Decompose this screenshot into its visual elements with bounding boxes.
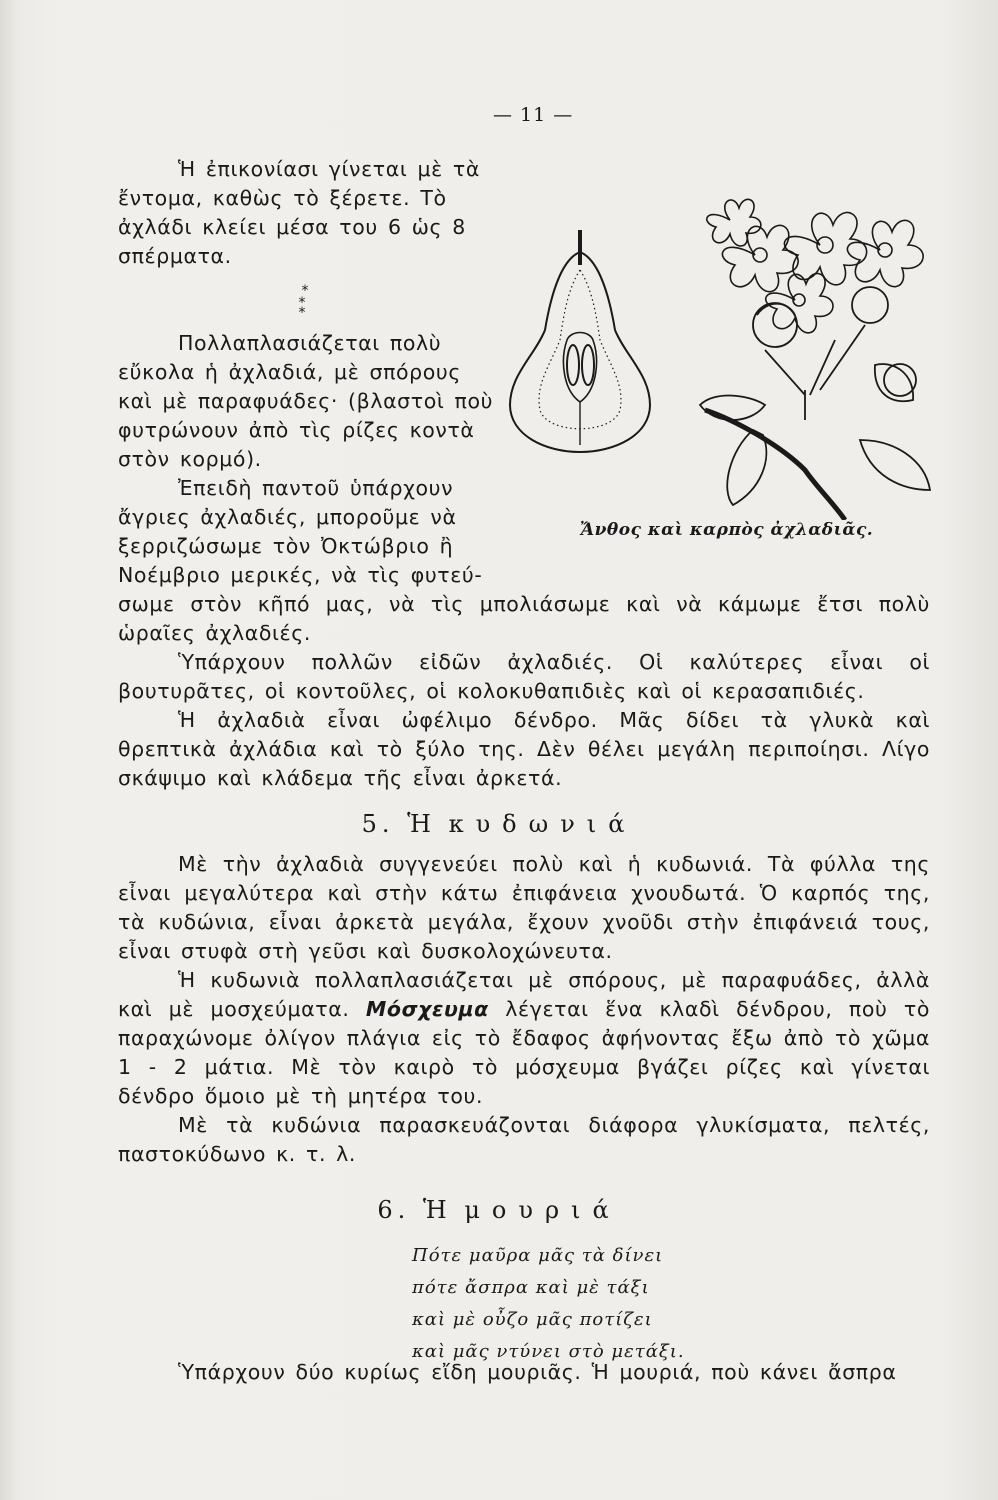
paragraph-varieties: Ὑπάρχουν πολλῶν εἰδῶν ἀχλαδιές. Οἱ καλύτερες εἶναι οἱ βουτυρᾶτες, οἱ κοντοῦλες, οἱ κολοκυθαπιδιὲς καὶ οἱ κερασαπιδιές. [118, 650, 930, 703]
left-column [118, 155, 496, 590]
quince-section-body [118, 850, 930, 1169]
paragraph-usefulness: Ἡ ἀχλαδιὰ εἶναι ὠφέλιμο δένδρο. Μᾶς δίδει τὰ γλυκὰ καὶ θρεπτικὰ ἀχλάδια καὶ τὸ ξύλο της. Δὲν θέλει μεγάλη περιποίησι. Λίγο σκάψιμο καὶ κλάδεμα τῆς εἶναι ἀρκετά. [118, 708, 930, 790]
illustration-caption: Ἄνθος καὶ καρπὸς ἀχλαδιᾶς. [580, 520, 874, 540]
mulberry-section-body [118, 1358, 930, 1387]
flower-cluster [707, 199, 923, 332]
term-cutting: Μόσχευμα [365, 997, 489, 1021]
pear-cross-section [510, 230, 650, 452]
paragraph-quince-description: Μὲ τὴν ἀχλαδιὰ συγγενεύει πολὺ καὶ ἡ κυδωνιά. Τὰ φύλλα της εἶναι μεγαλύτερα καὶ στὴν κάτω ἐπιφάνεια χνουδωτά. Ὁ καρπός της, τὰ κυδώνια, εἶναι ἀρκετὰ μεγάλα, ἔχουν χνοῦδι στὴν ἐπιφάνειά τους, εἶναι στυφὰ στὴ γεῦσι καὶ δυσκολοχώνευτα. [118, 852, 930, 963]
verse-line: πότε ἄσπρα καὶ μὲ τάξι [412, 1277, 650, 1298]
mulberry-verse [412, 1240, 772, 1368]
paragraph-quince-uses: Μὲ τὰ κυδώνια παρασκευάζονται διάφορα γλυκίσματα, πελτές, παστοκύδωνο κ. τ. λ. [118, 1113, 930, 1166]
blossom-branch [700, 287, 930, 520]
paragraph-quince-propagation: Ἡ κυδωνιὰ πολλαπλασιάζεται μὲ σπόρους, μὲ παραφυάδες, ἀλλὰ καὶ μὲ μοσχεύματα. Μόσχευμα λέγεται ἕνα κλαδὶ δένδρου, ποὺ τὸ παραχώνομε ὀλίγον πλάγια εἰς τὸ ἔδαφος ἀφήνοντας ἔξω ἀπὸ τὸ χῶμα 1 - 2 μάτια. Μὲ τὸν καιρὸ τὸ μόσχευμα βγάζει ρίζες καὶ γίνεται δένδρο ὅμοιο μὲ τὴ μητέρα του. [118, 968, 931, 1108]
section-number: 6. [377, 1196, 411, 1224]
paragraph-propagation: Πολλαπλασιάζεται πολὺ εὔκολα ἡ ἀχλαδιά, μὲ σπόρους καὶ μὲ παραφυάδες· (βλαστοὶ ποὺ φυτρώνουν ἀπὸ τὶς ρίζες κοντὰ στὸν κορμό). [118, 331, 494, 471]
full-width-block-1 [118, 590, 930, 793]
section-title: μουριά [464, 1196, 621, 1224]
verse-line: Πότε μαῦρα μᾶς τὰ δίνει [412, 1245, 664, 1266]
section-heading-quince [0, 810, 998, 838]
paragraph-pollination: Ἡ ἐπικονίασι γίνεται μὲ τὰ ἔντομα, καθὼς τὸ ξέρετε. Τὸ ἀχλάδι κλείει μέσα του 6 ὡς 8 σπέρματα. [118, 157, 480, 268]
section-number: 5. [361, 810, 395, 838]
section-heading-mulberry [0, 1196, 998, 1224]
asterism-separator: * * * [298, 283, 312, 321]
page-number: — 11 — [493, 104, 574, 126]
section-title: κυδωνιά [448, 810, 637, 838]
section-article: Ἡ [407, 810, 436, 838]
section-article: Ἡ [422, 1196, 452, 1224]
paragraph-wild-pears: Ἐπειδὴ παντοῦ ὑπάρχουν ἄγριες ἀχλαδιές, μποροῦμε νὰ ξερριζώσωμε τὸν Ὀκτώβριο ἢ Νοέμβριο μερικές, νὰ τὶς φυτεύ- [118, 476, 483, 587]
pear-blossom-illustration [505, 190, 935, 520]
verse-line: καὶ μᾶς ντύνει στὸ μετάξι. [412, 1341, 685, 1362]
verse-line: καὶ μὲ οὖζο μᾶς ποτίζει [412, 1309, 653, 1330]
paragraph-mulberry-species: Ὑπάρχουν δύο κυρίως εἴδη μουριᾶς. Ἡ μουριά, ποὺ κάνει ἄσπρα [178, 1360, 897, 1384]
paragraph-grafting: σωμε στὸν κῆπό μας, νὰ τὶς μπολιάσωμε καὶ νὰ κάμωμε ἔτσι πολὺ ὡραῖες ἀχλαδιές. [118, 592, 930, 645]
